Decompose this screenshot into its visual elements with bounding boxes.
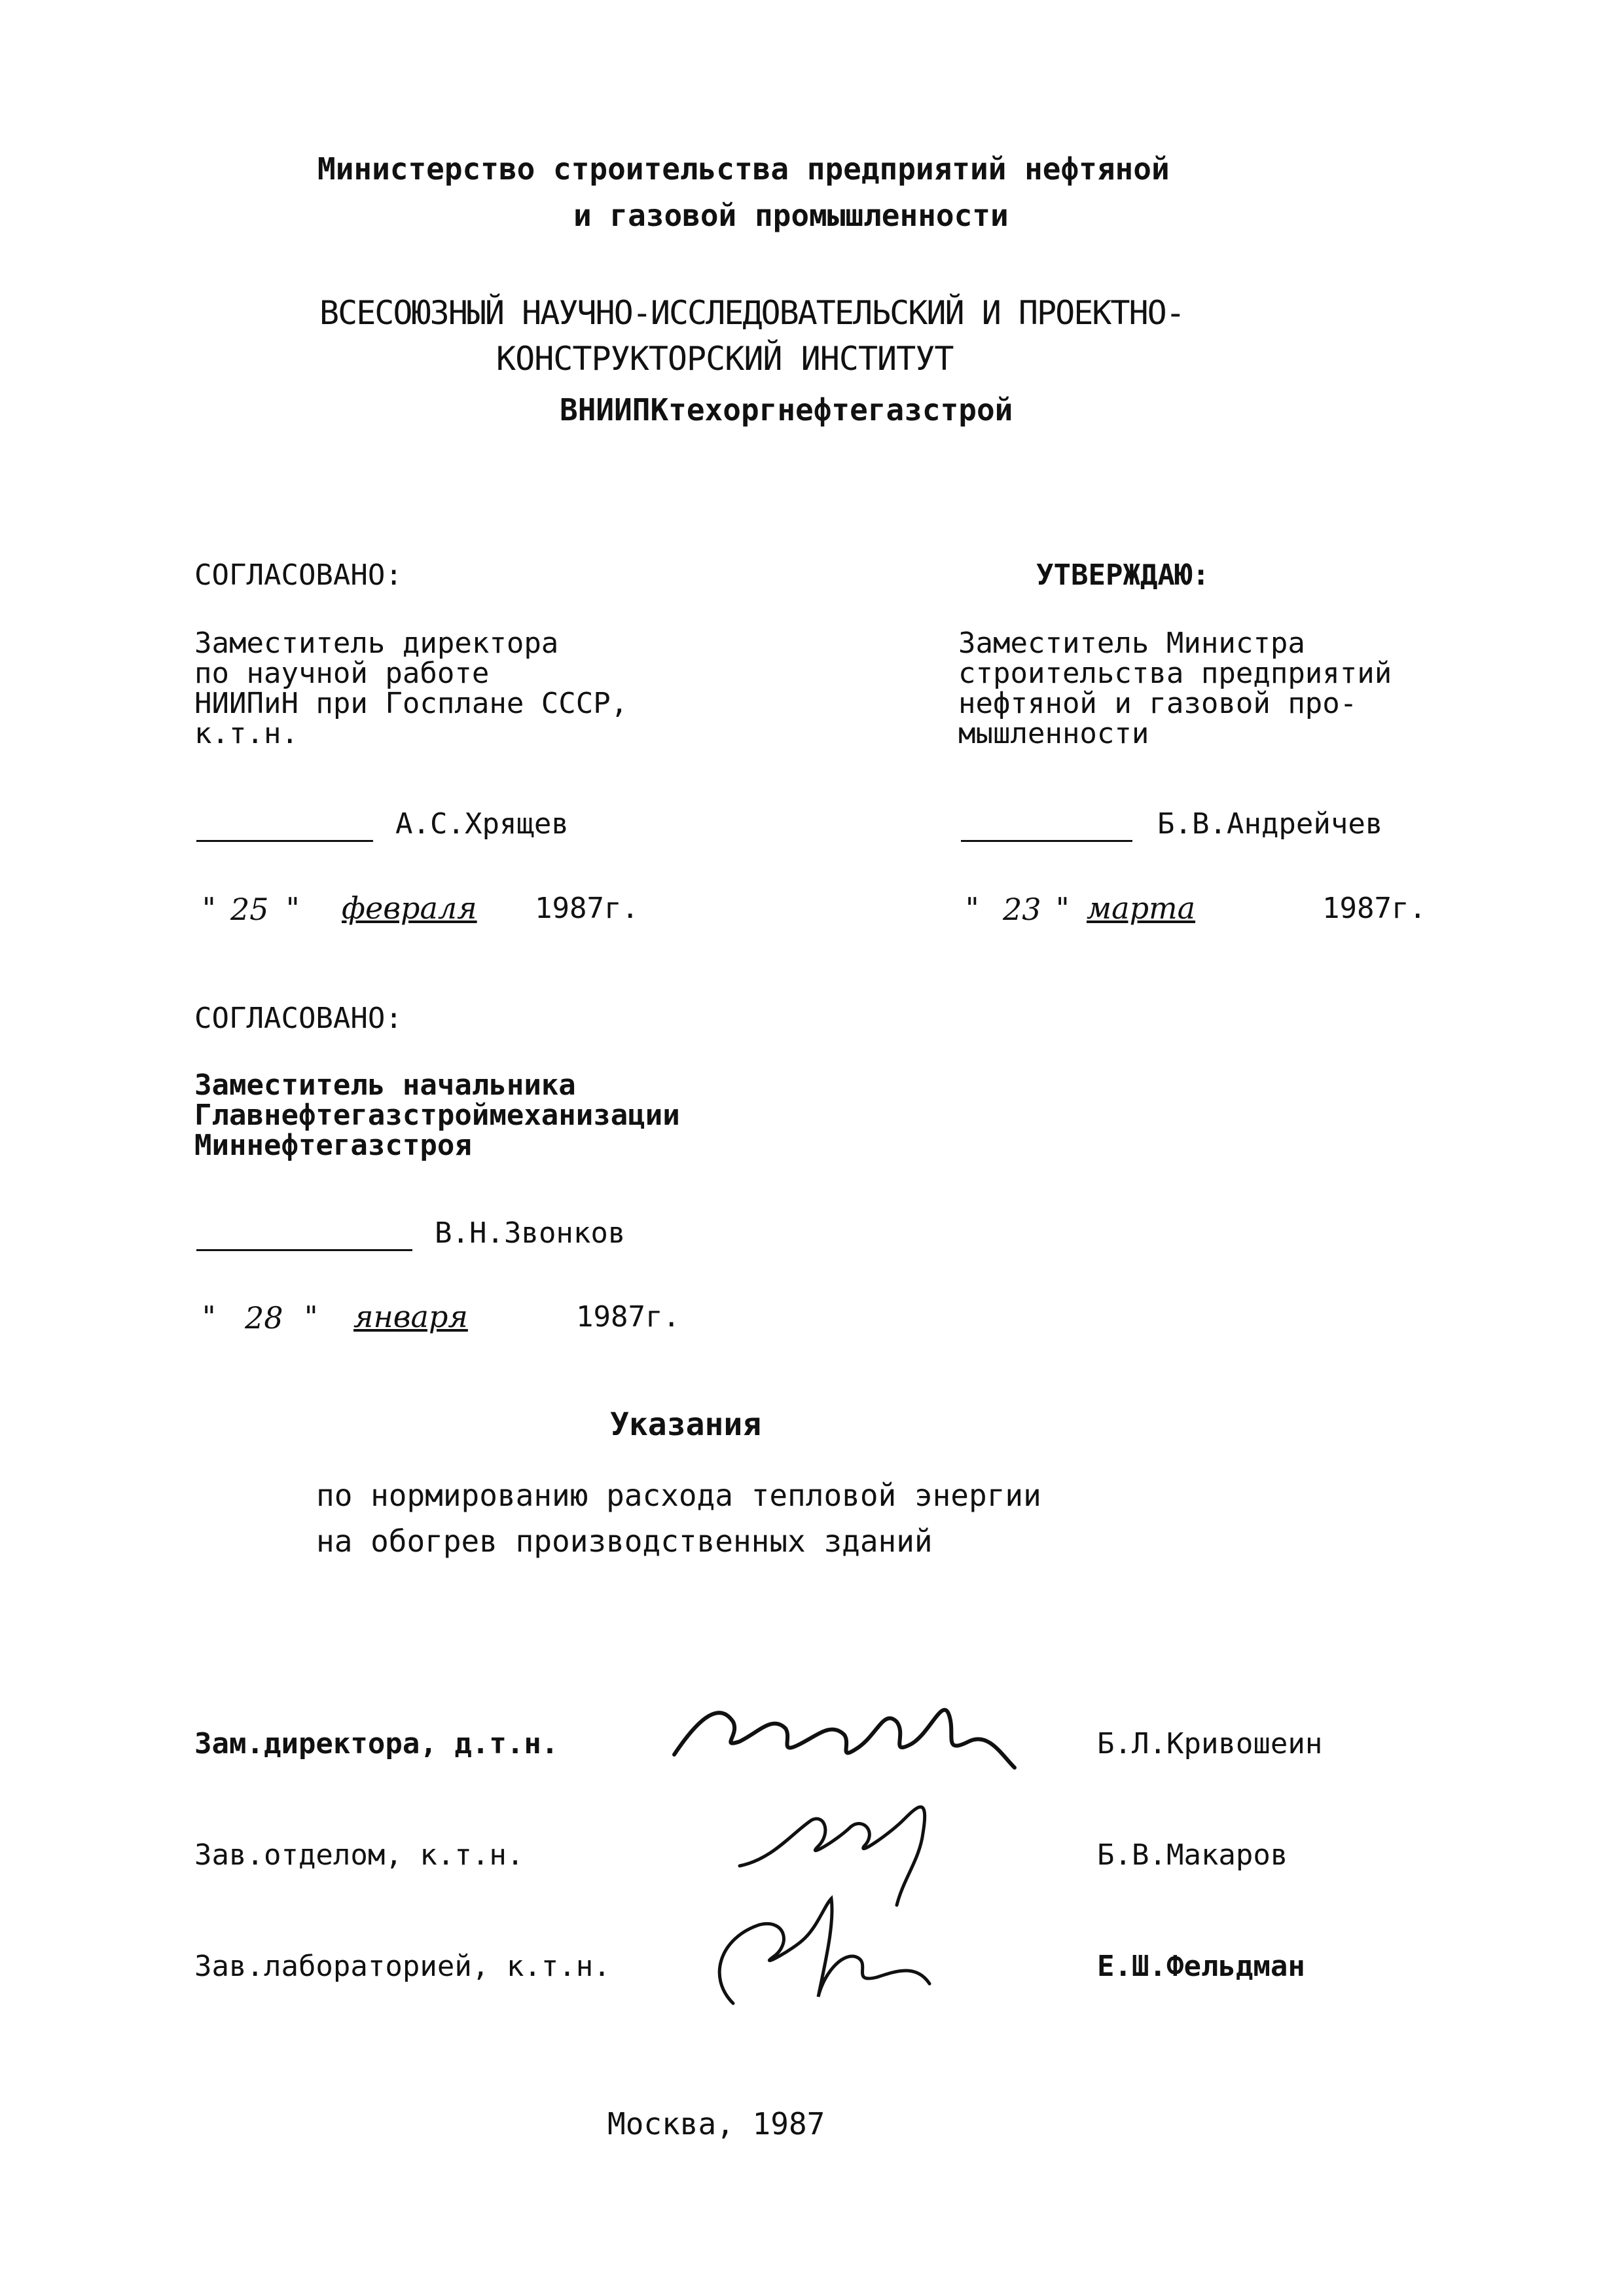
second-signer-name: В.Н.Звонков xyxy=(435,1216,626,1250)
left-date-quote-close: " xyxy=(284,892,302,925)
right-approval-line-2: строительства предприятий xyxy=(958,657,1392,690)
document-subtitle-line-2: на обогрев производственных зданий xyxy=(316,1523,933,1559)
institute-line-2: КОНСТРУКТОРСКИЙ ИНСТИТУТ xyxy=(496,340,954,378)
document-title: Указания xyxy=(610,1406,762,1443)
left-date-year: 1987г. xyxy=(535,892,639,925)
right-signature-line xyxy=(961,840,1132,842)
second-approval-line-1: Заместитель начальника xyxy=(194,1068,576,1102)
second-date-year: 1987г. xyxy=(576,1300,680,1334)
signature-1 xyxy=(661,1676,1041,1794)
left-approval-line-2: по научной работе xyxy=(194,657,490,690)
signatory-name-2: Б.В.Макаров xyxy=(1097,1838,1288,1872)
right-approval-line-1: Заместитель Министра xyxy=(958,627,1305,660)
ministry-line-2: и газовой промышленности xyxy=(573,198,1009,233)
signatory-name-1: Б.Л.Кривошеин xyxy=(1097,1727,1323,1760)
right-approval-line-3: нефтяной и газовой про- xyxy=(958,687,1358,720)
left-signer-name: А.С.Хрящев xyxy=(395,807,569,841)
second-approval-line-2: Главнефтегазстроймеханизации xyxy=(194,1099,680,1132)
second-date-day: 28 xyxy=(245,1300,283,1336)
ministry-line-1: Министерство строительства предприятий нефтяной xyxy=(317,151,1170,187)
left-date-day: 25 xyxy=(230,892,269,927)
left-approval-line-4: к.т.н. xyxy=(194,717,298,750)
signature-3 xyxy=(694,1886,943,2016)
second-date-month: января xyxy=(353,1299,468,1334)
second-date-quote-close: " xyxy=(302,1300,320,1334)
signatory-position-2: Зав.отделом, к.т.н. xyxy=(194,1838,524,1872)
left-approval-line-3: НИИПиН при Госплане СССР, xyxy=(194,687,628,720)
second-approval-heading: СОГЛАСОВАНО: xyxy=(194,1002,403,1035)
right-signer-name: Б.В.Андрейчев xyxy=(1157,807,1383,841)
right-date-quote-close: " xyxy=(1054,892,1072,925)
right-date-day: 23 xyxy=(1003,892,1041,927)
place-and-year: Москва, 1987 xyxy=(607,2106,825,2141)
signatory-position-3: Зав.лабораторией, к.т.н. xyxy=(194,1950,611,1983)
right-date-year: 1987г. xyxy=(1322,892,1426,925)
right-approval-line-4: мышленности xyxy=(958,717,1149,750)
institute-line-3: ВНИИПКтехоргнефтегазстрой xyxy=(560,392,1013,428)
left-approval-heading: СОГЛАСОВАНО: xyxy=(194,558,403,592)
second-signature-line xyxy=(196,1249,412,1251)
left-signature-line xyxy=(196,840,373,842)
left-date-quote-open: " xyxy=(200,892,218,925)
right-approval-heading: УТВЕРЖДАЮ: xyxy=(1036,558,1210,592)
institute-line-1: ВСЕСОЮЗНЫЙ НАУЧНО-ИССЛЕДОВАТЕЛЬСКИЙ И ПРОЕКТНО- xyxy=(319,294,1184,332)
second-date-quote-open: " xyxy=(200,1300,218,1334)
signatory-position-1: Зам.директора, д.т.н. xyxy=(194,1727,559,1760)
left-date-month: февраля xyxy=(342,890,477,926)
document-subtitle-line-1: по нормированию расхода тепловой энергии xyxy=(316,1478,1041,1513)
left-approval-line-1: Заместитель директора xyxy=(194,627,559,660)
right-date-quote-open: " xyxy=(964,892,981,925)
second-approval-line-3: Миннефтегазстроя xyxy=(194,1129,472,1162)
right-date-month: марта xyxy=(1087,890,1196,926)
signatory-name-3: Е.Ш.Фельдман xyxy=(1097,1950,1305,1983)
